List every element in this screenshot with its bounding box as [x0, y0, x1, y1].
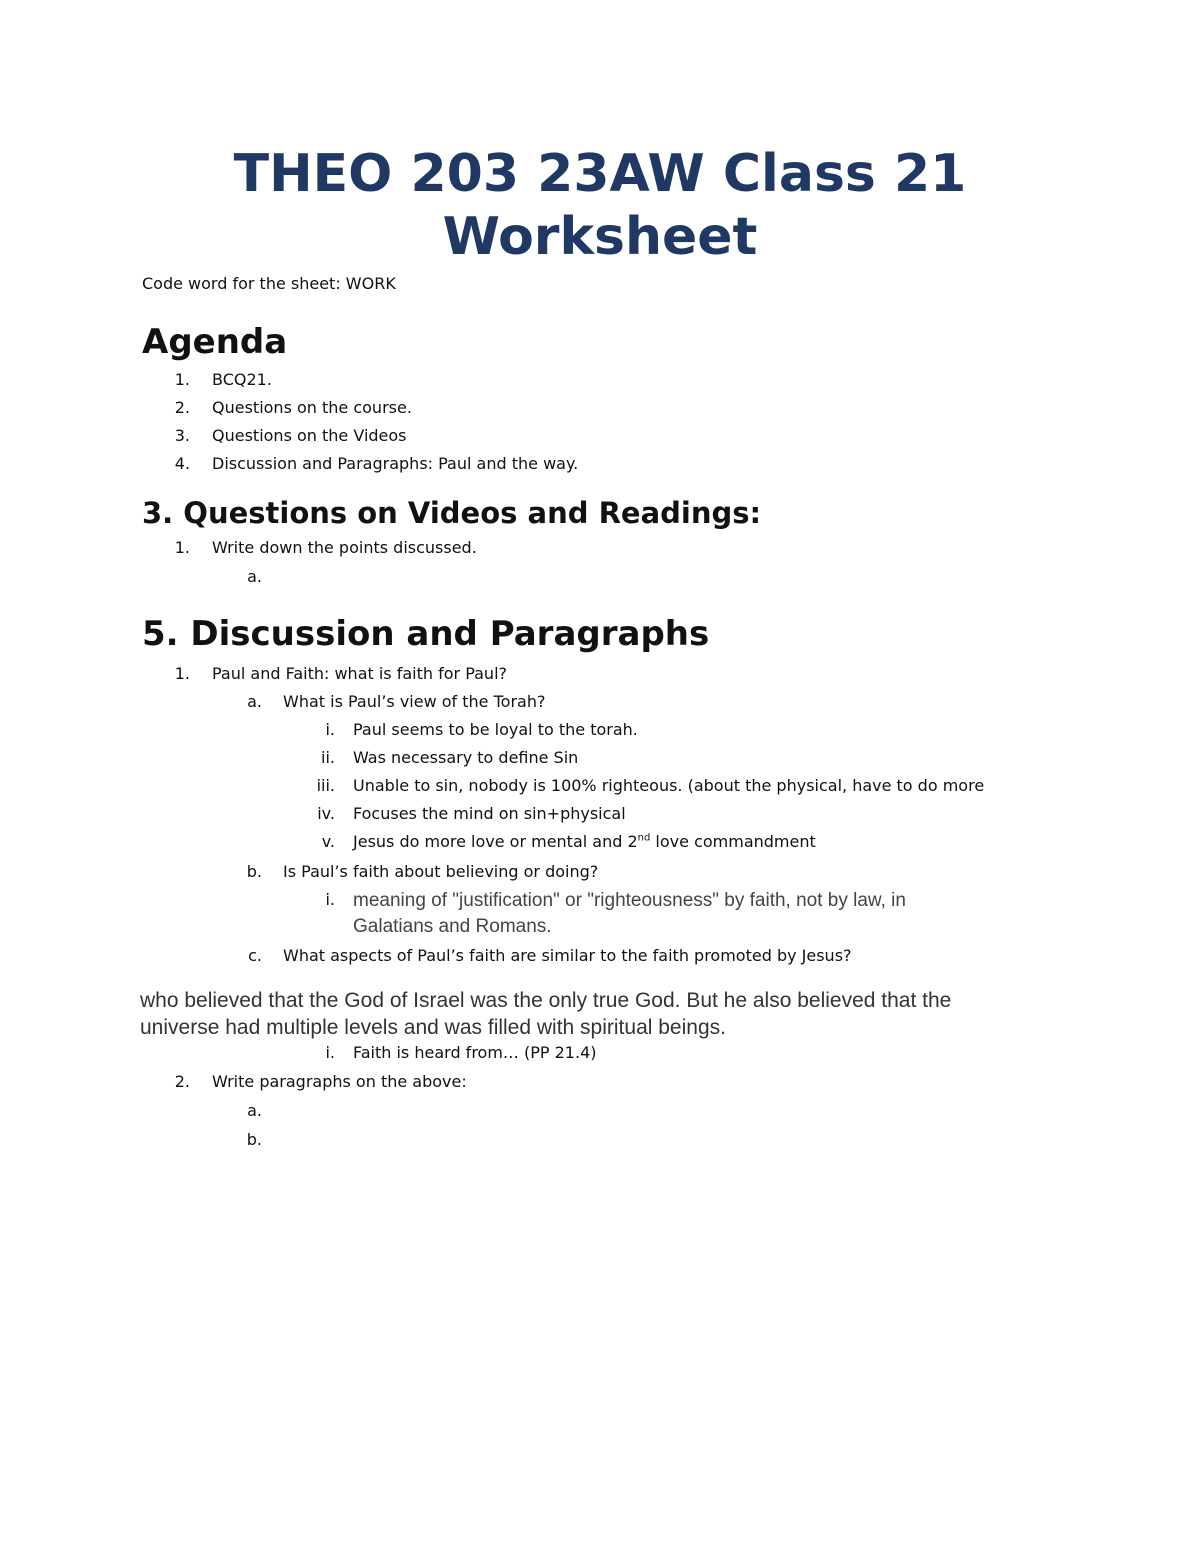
agenda-item-number: 4.: [174, 454, 190, 473]
sub-item-letter: a.: [247, 692, 262, 711]
agenda-heading: Agenda: [142, 322, 288, 362]
agenda-item-number: 3.: [174, 426, 190, 445]
title-line-1: THEO 203 23AW Class 21: [233, 144, 967, 204]
agenda-item: Discussion and Paragraphs: Paul and the way.: [212, 454, 579, 473]
sub-item: What aspects of Paul’s faith are similar to the faith promoted by Jesus?: [283, 946, 852, 965]
pasted-text-line: meaning of "justification" or "righteousness" by faith, not by law, in: [353, 890, 906, 911]
pasted-text-line: Galatians and Romans.: [353, 916, 552, 937]
roman-numeral: v.: [321, 832, 335, 851]
roman-numeral: i.: [325, 720, 335, 739]
agenda-item: BCQ21.: [212, 370, 272, 389]
sub-item: Is Paul’s faith about believing or doing?: [283, 862, 599, 881]
pasted-paragraph-line: who believed that the God of Israel was the only true God. But he also believed that the: [140, 989, 952, 1012]
list-item: Write down the points discussed.: [212, 538, 477, 557]
sub-item-letter: b.: [246, 862, 262, 881]
pasted-paragraph-line: universe had multiple levels and was filled with spiritual beings.: [140, 1016, 726, 1039]
sub-item-letter: b.: [246, 1130, 262, 1149]
sub-item-letter: c.: [248, 946, 262, 965]
sub-item: What is Paul’s view of the Torah?: [283, 692, 546, 711]
roman-item: Focuses the mind on sin+physical: [353, 804, 626, 823]
roman-item: Unable to sin, nobody is 100% righteous. (about the physical, have to do more: [353, 776, 985, 795]
section5-heading: 5. Discussion and Paragraphs: [142, 614, 710, 654]
agenda-item-number: 1.: [174, 370, 190, 389]
roman-item: [353, 832, 816, 852]
agenda-item: Questions on the Videos: [212, 426, 407, 445]
list-number: 2.: [174, 1072, 190, 1091]
list-number: 1.: [174, 664, 190, 683]
roman-item: Faith is heard from… (PP 21.4): [353, 1043, 597, 1062]
roman-item-text: love commandment: [650, 832, 816, 851]
roman-numeral: ii.: [321, 748, 335, 767]
roman-numeral: iv.: [317, 804, 335, 823]
agenda-item: Questions on the course.: [212, 398, 412, 417]
sub-item-letter: a.: [247, 1101, 262, 1120]
title-line-2: Worksheet: [442, 207, 758, 267]
roman-item-text: Jesus do more love or mental and 2: [353, 832, 638, 851]
roman-item: Paul seems to be loyal to the torah.: [353, 720, 638, 739]
section3-heading: 3. Questions on Videos and Readings:: [142, 496, 762, 530]
roman-numeral: i.: [325, 890, 335, 909]
agenda-item-number: 2.: [174, 398, 190, 417]
list-item: Write paragraphs on the above:: [212, 1072, 467, 1091]
ordinal-superscript: nd: [637, 832, 651, 844]
sub-item-letter: a.: [247, 567, 262, 586]
roman-numeral: iii.: [316, 776, 335, 795]
roman-numeral: i.: [325, 1043, 335, 1062]
code-word-line: Code word for the sheet: WORK: [142, 274, 396, 293]
list-number: 1.: [174, 538, 190, 557]
roman-item: Was necessary to define Sin: [353, 748, 579, 767]
list-item: Paul and Faith: what is faith for Paul?: [212, 664, 508, 683]
